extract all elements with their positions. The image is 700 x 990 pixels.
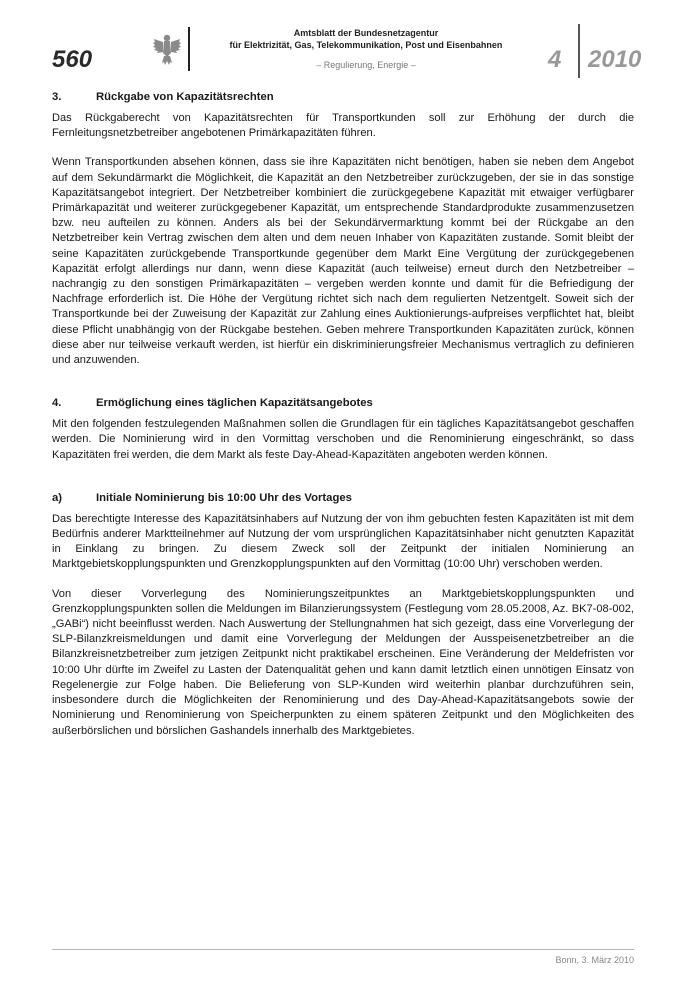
section-number: 4. <box>52 397 62 410</box>
paragraph: Mit den folgenden festzulegenden Maßnahmen sollen die Grundlagen für ein tägliches Kapazitätsangebot geschaffen werden. Die Nominierung wird in den Vormittag verschoben und die Renominierung eingeschränkt, so dass Kapazitäten frei werden, die dem Markt als feste Day-Ahead-Kapazitäten angeboten werden können. <box>52 418 634 461</box>
federal-eagle-icon <box>152 33 182 67</box>
footer-date: Bonn, 3. März 2010 <box>555 955 634 965</box>
publication-title-line2: für Elektrizität, Gas, Telekommunikation, Post und Eisenbahnen <box>229 39 503 50</box>
page-number: 560 <box>52 46 93 73</box>
paragraph: Wenn Transportkunden absehen können, dass sie ihre Kapazitäten nicht benötigen, haben sie neben dem Angebot auf dem Sekundärmarkt die Möglichkeit, die Kapazität an den Netzbetreiber zurückzugeben, der sie in das sonstige Kapazitätsangebot integriert. Der Netzbetreiber kombiniert die zurückgegebene Kapazität mit etwaiger verfügbarer Primärkapazität und weiterer zurückgegebener Kapazität, um entsprechende Standardprodukte zusammenzusetzen bzw. neu aufteilen zu können. Anders als bei der Sekundärvermarktung kommt bei der Rückgabe an den Netzbetreiber kein Vertrag zwischen dem alten und dem neuen Inhaber von Kapazitäten zustande. Somit bleibt der seine Kapazitäten zurückgebende Transportkunde gegenüber dem Markt Eine Vergütung der zurückgegebenen Kapazität erfolgt allerdings nur dann, wenn diese Kapazität (auch teilweise) erneut durch den Netzbetreiber – nachrangig zu den sonstigen Primärkapazitäten – vergeben werden konnte und damit für die Befriedigung der Nachfrage erforderlich ist. Die Höhe der Vergütung richtet sich nach dem regulierten Netzentgelt. Soweit sich der Transportkunde bei der Zuweisung der Kapazität zur Zahlung eines Auktionierungs-aufpreises verpflichtet hat, bleibt diese Pflicht unabhängig von der Rückgabe bestehen. Geben mehrere Transportkunden Kapazitäten zurück, können diese aber nur teilweise verkauft werden, ist hierfür ein diskriminierungsfreier Mechanismus vertraglich zu definieren und anzuwenden. <box>52 156 634 367</box>
subsection-heading <box>52 491 634 506</box>
section-title: Initiale Nominierung bis 10:00 Uhr des Vortages <box>96 491 352 504</box>
document-body <box>52 90 634 739</box>
publication-subtitle: – Regulierung, Energie – <box>316 60 416 70</box>
paragraph: Von dieser Vorverlegung des Nominierungszeitpunktes an Marktgebietskopplungspunkten und Grenzkopplungspunkten sollen die Meldungen im Bilanzierungssystem (Festlegung vom 28.05.2008, Az. BK7-08-002, „GABi“) nicht beeinflusst werden. Nach Auswertung der Stellungnahmen hat sich gezeigt, dass eine Vorverlegung der SLP-Bilanzkreismeldungen und damit eine Vorverlegung der Meldungen der Ausspeisenetzbetreiber an die Bilanzkreisnetzbetreiber zum jetzigen Zeitpunkt nicht praktikabel erscheinen. Eine Veränderung der Meldefristen vor 10:00 Uhr dürfte im Zweifel zu Lasten der Datenqualität gehen und kann damit letztlich einen unnötigen Einsatz von Regelenergie zur Folge haben. Die Belieferung von SLP-Kunden wird weiterhin planbar durchzuführen sein, insbesondere durch die Möglichkeiten der Renominierung und des Day-Ahead-Kapazitätsangebots sowie der Nominierung und Renominierung von Speicherpunkten zu einem späteren Zeitpunkt und den Möglichkeiten des außerbörslichen und börslichen Gashandels innerhalb des Marktgebietes. <box>52 587 634 737</box>
section-heading <box>52 90 634 105</box>
footer-divider <box>52 949 634 950</box>
header-divider <box>188 27 190 71</box>
paragraph: Das berechtigte Interesse des Kapazitätsinhabers auf Nutzung der von ihm gebuchten festen Kapazitäten ist mit dem Bedürfnis anderer Marktteilnehmer auf Nutzung der vom ursprünglichen Kapazitätsinhaber nicht genutzten Kapazität in Einklang zu bringen. Zu diesem Zweck soll der Zeitpunkt der initialen Nominierung an Marktgebietskopplungspunkten und Grenzkopplungspunkten auf den Vormittag (10:00 Uhr) verschoben werden. <box>52 512 634 571</box>
section-title: Ermöglichung eines täglichen Kapazitätsangebotes <box>96 397 373 410</box>
header-divider-issue <box>578 24 580 78</box>
page-header <box>0 0 700 90</box>
issue-number: 4 <box>548 46 562 73</box>
section-number: a) <box>52 491 63 504</box>
publication-title <box>200 28 532 51</box>
section-heading <box>52 396 634 411</box>
section-number: 3. <box>52 91 62 103</box>
publication-title-line1: Amtsblatt der Bundesnetzagentur <box>293 28 439 38</box>
section-title: Rückgabe von Kapazitätsrechten <box>96 91 274 103</box>
issue-year: 2010 <box>588 46 642 73</box>
paragraph: Das Rückgaberecht von Kapazitätsrechten für Transportkunden soll zur Erhöhung der durch die Fernleitungsnetzbetreiber angebotenen Primärkapazitäten führen. <box>52 112 634 140</box>
